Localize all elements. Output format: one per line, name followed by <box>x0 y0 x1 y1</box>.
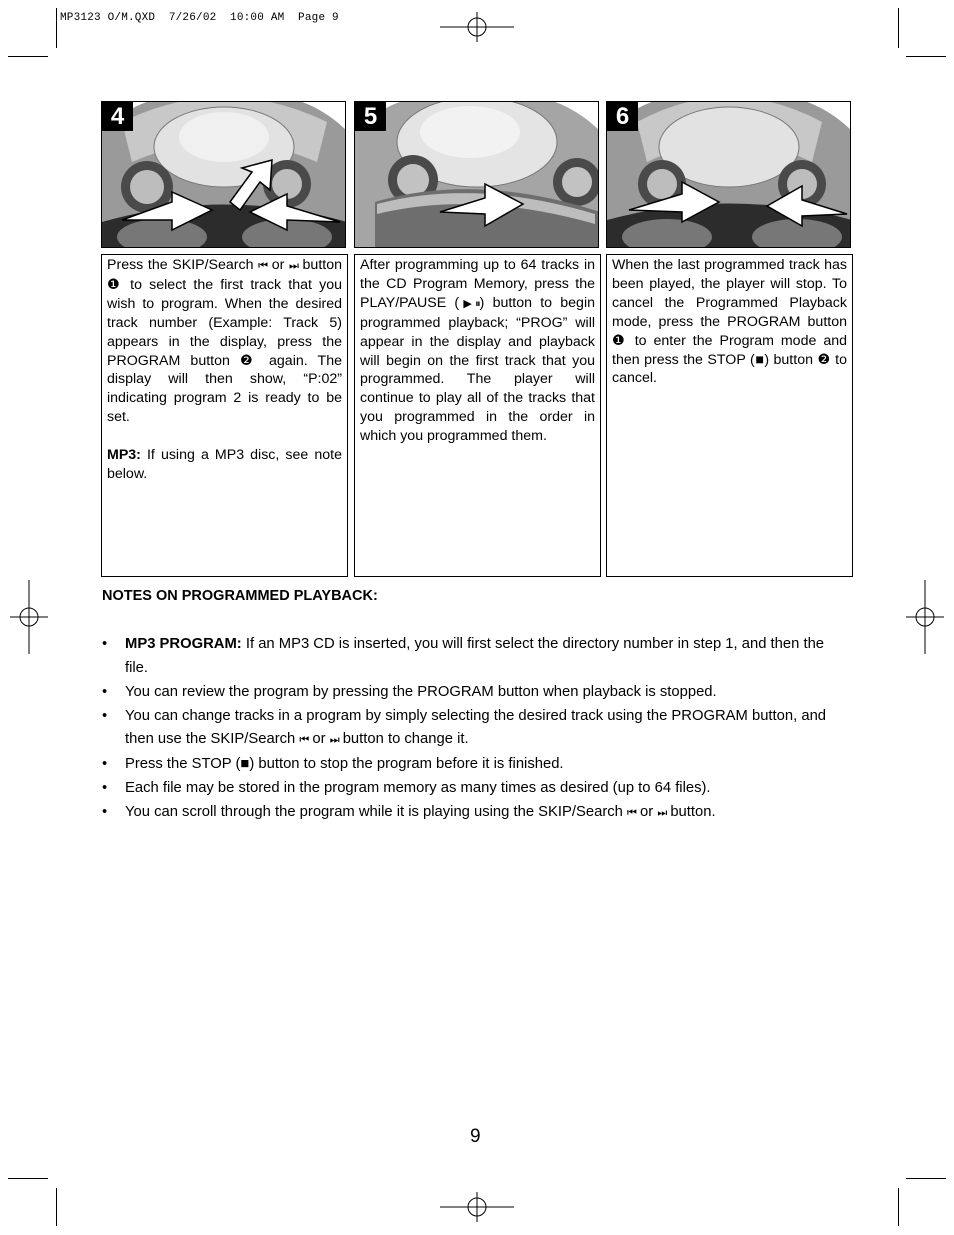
step-5-instructions <box>354 254 601 577</box>
step-4-illustration <box>101 101 346 248</box>
step-4-mp3-note: MP3: If using a MP3 disc, see note below. <box>107 447 342 482</box>
step-4-paragraph: Press the SKIP/Search ⏮ or ⏭ button ❶ to select the first track that you wish to program. When the desired track number (Example: Track 5) appears in the display, press the PROGRAM button ❷ again. The display will then show, “P:02” indicating program 2 is ready to be set. <box>107 257 342 426</box>
crop-mark-br-h <box>906 1178 946 1179</box>
registration-target-left <box>10 580 48 654</box>
step-number-5: 5 <box>355 102 386 131</box>
step-number-4: 4 <box>102 102 133 131</box>
list-item: • Press the STOP (■) button to stop the program before it is finished. <box>100 753 845 777</box>
stop-icon: ■ <box>240 756 250 772</box>
crop-mark-bl-h <box>8 1178 48 1179</box>
step-5-paragraph: After programming up to 64 tracks in the CD Program Memory, press the PLAY/PAUSE (▶⏸) button to begin programmed playback; “PROG” will appear in the display and playback will begin on the first track that you programmed. The player will continue to play all of the tracks that you programmed in the order in which you programmed them. <box>360 257 595 445</box>
skip-forward-icon: ⏭ <box>288 260 298 272</box>
skip-forward-icon: ⏭ <box>329 734 339 746</box>
boombox-drawing <box>355 102 599 248</box>
crop-mark-bl-v <box>56 1188 57 1226</box>
list-item: • You can review the program by pressing the PROGRAM button when playback is stopped. <box>100 681 845 705</box>
crop-mark-tr-v <box>898 8 899 48</box>
step-number-6: 6 <box>607 102 638 131</box>
list-item: • You can change tracks in a program by simply selecting the desired track using the PROGRAM button, and then use the SKIP/Search ⏮ or ⏭ button to change it. <box>100 705 845 753</box>
skip-back-icon: ⏮ <box>627 807 636 819</box>
skip-back-icon: ⏮ <box>258 260 268 272</box>
notes-heading: NOTES ON PROGRAMMED PLAYBACK: <box>102 588 378 604</box>
list-item: • Each file may be stored in the program memory as many times as desired (up to 64 files). <box>100 777 845 801</box>
skip-back-icon: ⏮ <box>299 734 309 746</box>
crop-mark-tl-v <box>56 8 57 48</box>
boombox-drawing <box>607 102 851 248</box>
registration-target-bottom <box>440 1192 514 1222</box>
registration-target-right <box>906 580 944 654</box>
circled-one-icon: ❶ <box>612 332 628 349</box>
notes-list <box>100 633 845 826</box>
step-4-instructions <box>101 254 348 577</box>
list-item: • MP3 PROGRAM: If an MP3 CD is inserted, you will first select the directory number in step 1, and then the file. <box>100 633 845 680</box>
file-slug: MP3123 O/M.QXD 7/26/02 10:00 AM Page 9 <box>60 12 339 24</box>
play-pause-icon: ▶⏸ <box>459 297 480 310</box>
skip-forward-icon: ⏭ <box>657 807 667 819</box>
step-6-instructions <box>606 254 853 577</box>
circled-two-icon: ❷ <box>240 352 259 369</box>
crop-mark-br-v <box>898 1188 899 1226</box>
circled-one-icon: ❶ <box>107 276 123 293</box>
circled-two-icon: ❷ <box>817 351 831 368</box>
stop-icon: ■ <box>754 351 765 368</box>
crop-mark-tl-h <box>8 56 48 57</box>
crop-mark-tr-h <box>906 56 946 57</box>
registration-target-top <box>440 12 514 42</box>
boombox-drawing <box>102 102 346 248</box>
list-item: • You can scroll through the program while it is playing using the SKIP/Search ⏮ or ⏭ button. <box>100 801 845 826</box>
page-number: 9 <box>470 1126 481 1147</box>
step-6-illustration <box>606 101 851 248</box>
step-6-paragraph: When the last programmed track has been played, the player will stop. To cancel the Programmed Playback mode, press the PROGRAM button ❶ to enter the Program mode and then press the STOP (■) button ❷ to cancel. <box>612 257 847 387</box>
step-5-illustration <box>354 101 599 248</box>
